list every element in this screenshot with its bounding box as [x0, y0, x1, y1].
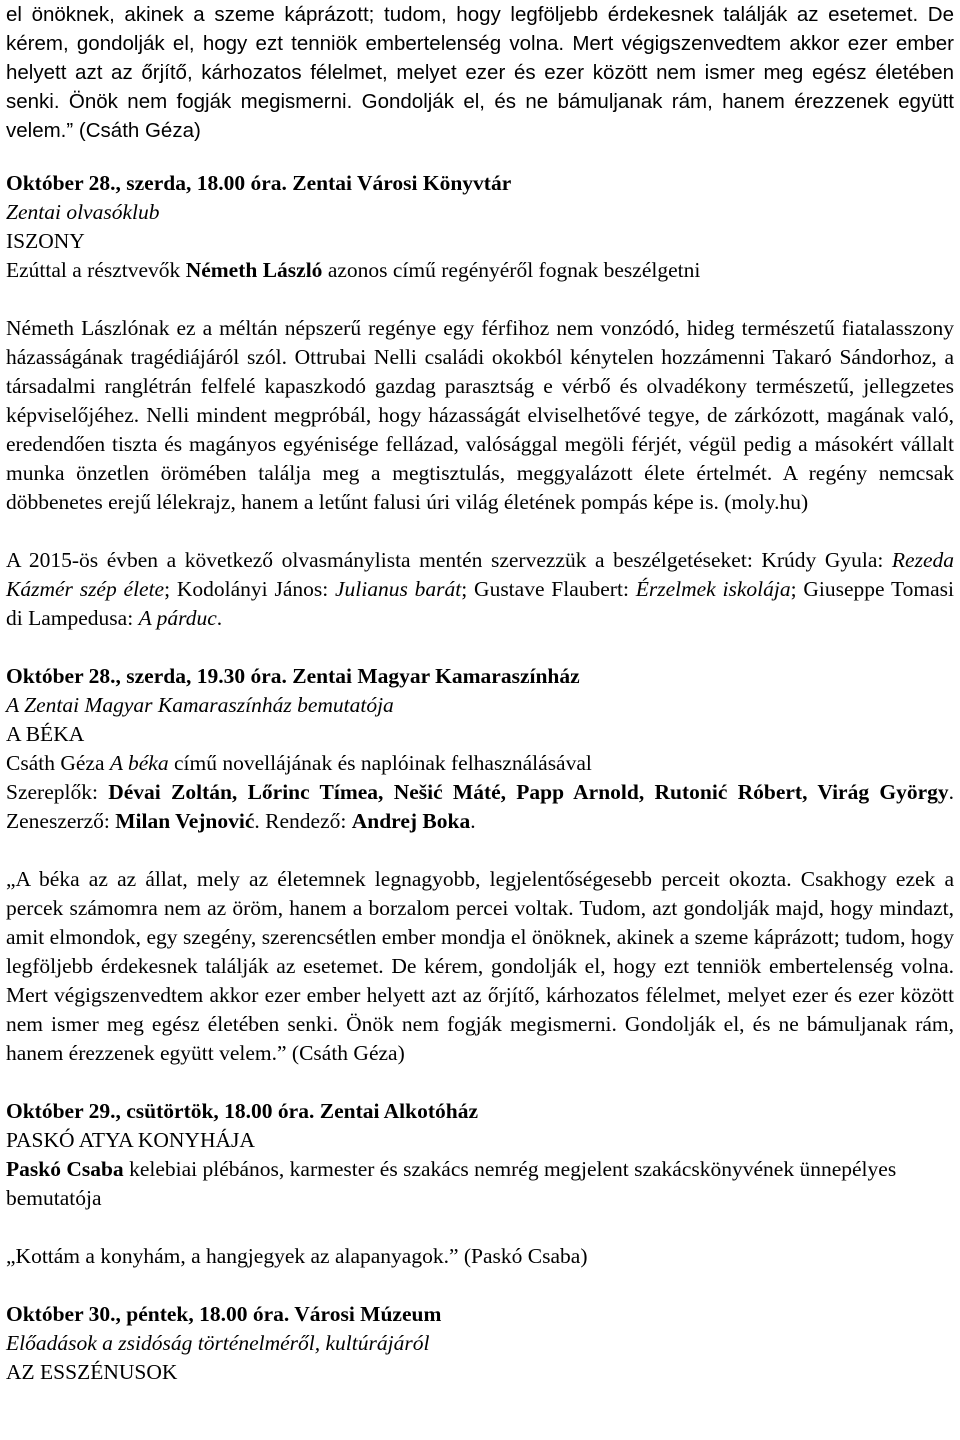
event-quote: „Kottám a konyhám, a hangjegyek az alapanyagok.” (Paskó Csaba)	[6, 1244, 588, 1268]
intro-quote-author: (Csáth Géza)	[73, 119, 201, 142]
reading-list: A 2015-ös évben a következő olvasmánylista mentén szervezzük a beszélgetéseket: Krúdy Gyula: Rezeda Kázmér szép élete; Kodolányi János: Julianus barát; Gustave Flaubert: Érzelmek iskolája; Giuseppe Tomasi di Lampedusa: A párduc.	[6, 548, 955, 630]
event-quote: „A béka az az állat, mely az életemnek legnagyobb, legjelentőségesebb perceit okozta. Csakhogy ezek a percek számomra nem az öröm, hanem a borzalom percei voltak. Tudom, azt gondolják majd, hogy mindazt, amit elmondok, egy szegény, szerencsétlen ember mondja el önöknek, akinek a szeme káprázott; tudom, hogy legföljebb érdekesnek találják az esetemet. De kérem, gondolják el, hogy ezt tenniök embertelenség volna. Mert végigszenvedtem akkor ezer ember helyett azt az őrjítő, kárhozatos félelmet, melyet ezer és ezer között nem ismer meg egész életében senki. Önök nem fogják megismerni. Gondolják el, és ne bámuljanak rám, hanem érezzenek együtt velem.” (Csáth Géza)	[6, 867, 954, 1065]
event-body: Németh Lászlónak ez a méltán népszerű regénye egy férfihoz nem vonzódó, hideg természetű fiatalasszony házasságának tragédiájáról szól. Ottrubai Nelli családi okokból kénytelen hozzámenni Takaró Sándorhoz, a társadalmi ranglétrán felfelé kapaszkodó gazdag parasztság e vérbő és olvadékony természetű, jellegzetes képviselőjéhez. Nelli mindent megpróbál, hogy házasságát elviselhetővé tegye, de zárkózott, magának való, eredendően tiszta és magányos egyénisége fellázad, valósággal megöli férjét, végül pedig a másokért vállalt munka önzetlen örömében találja meg a megtisztulás, meggyalázott élete értelmét. A regény nemcsak döbbenetes erejű lélekrajz, hanem a letűnt falusi úri világ életének pompás képe is. (moly.hu)	[6, 316, 954, 514]
event-description: Ezúttal a résztvevők Németh László azonos című regényéről fognak beszélgetni	[6, 258, 701, 282]
author-name: Németh László	[185, 258, 323, 282]
event-esszenusok	[6, 1300, 954, 1387]
event-subtitle: Zentai olvasóklub	[6, 200, 160, 224]
event-heading	[6, 169, 954, 198]
director-name: Andrej Boka	[351, 809, 471, 833]
event-subtitle: Előadások a zsidóság történelméről, kultúrájáról	[6, 1331, 430, 1355]
book-title: Rezeda Kázmér szép élete	[6, 548, 954, 601]
event-credits: Szereplők: Dévai Zoltán, Lőrinc Tímea, Nešić Máté, Papp Arnold, Rutonić Róbert, Virág György. Zeneszerző: Milan Vejnović. Rendező: Andrej Boka.	[6, 780, 954, 833]
book-title: Érzelmek iskolája	[635, 577, 791, 601]
event-subtitle: A Zentai Magyar Kamaraszínház bemutatója	[6, 693, 394, 717]
person-name: Paskó Csaba	[6, 1157, 124, 1181]
event-title: ISZONY	[6, 229, 85, 253]
event-title: A BÉKA	[6, 722, 85, 746]
event-heading: Október 30., péntek, 18.00 óra. Városi Múzeum	[6, 1302, 442, 1326]
event-date-time: Október 28., szerda, 18.00 óra.	[6, 171, 287, 195]
book-title: Julianus barát	[335, 577, 462, 601]
event-title: PASKÓ ATYA KONYHÁJA	[6, 1128, 255, 1152]
event-heading: Október 28., szerda, 19.30 óra. Zentai Magyar Kamaraszínház	[6, 664, 580, 688]
cast-names: Dévai Zoltán, Lőrinc Tímea, Nešić Máté, Papp Arnold, Rutonić Róbert, Virág György	[108, 780, 949, 804]
intro-quote	[6, 0, 954, 145]
intro-quote-text: el önöknek, akinek a szeme káprázott; tudom, hogy legföljebb érdekesnek találják az esetemet. De kérem, gondolják el, hogy ezt tenniök embertelenség volna. Mert végigszenvedtem akkor ezer ember helyett azt az őrjítő, kárhozatos félelmet, melyet ezer és ezer között nem ismer meg egész életében senki. Önök nem fogják megismerni. Gondolják el, és ne bámuljanak rám, hanem érezzenek együtt velem.”	[6, 3, 954, 142]
event-description: Paskó Csaba kelebiai plébános, karmester és szakács nemrég megjelent szakácskönyvének ünnepélyes bemutatója	[6, 1157, 897, 1210]
event-title: AZ ESSZÉNUSOK	[6, 1360, 178, 1384]
composer-name: Milan Vejnović	[115, 809, 255, 833]
event-pasko	[6, 1097, 954, 1271]
event-description: Csáth Géza A béka című novellájának és naplóinak felhasználásával	[6, 751, 592, 775]
event-heading: Október 29., csütörtök, 18.00 óra. Zentai Alkotóház	[6, 1099, 479, 1123]
event-venue: Zentai Városi Könyvtár	[286, 171, 512, 195]
event-iszony	[6, 169, 954, 633]
event-beka	[6, 662, 954, 1068]
book-title: A párduc	[138, 606, 217, 630]
